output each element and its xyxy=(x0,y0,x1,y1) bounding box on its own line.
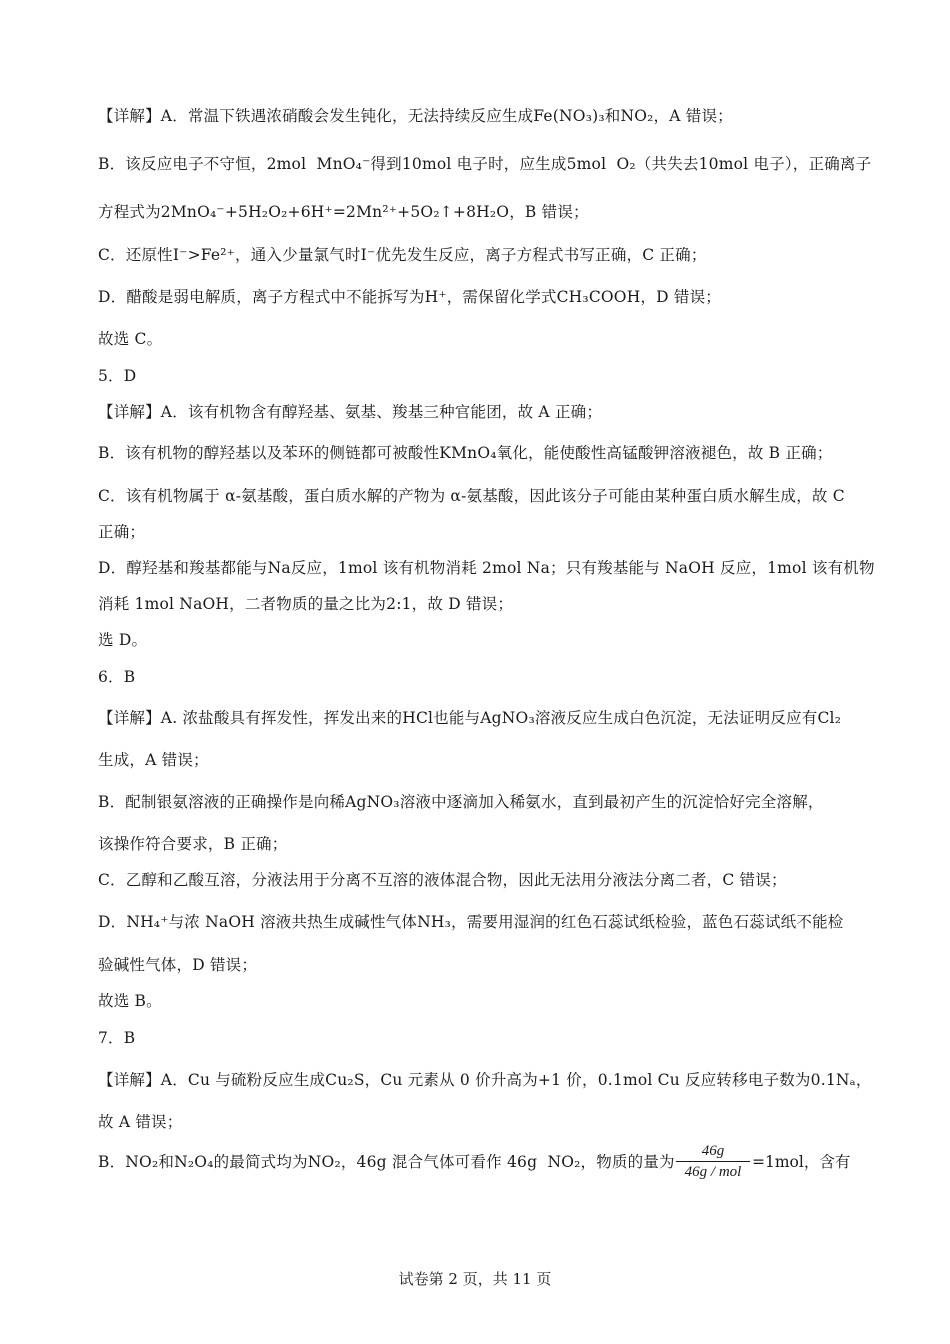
line-text: 5．D xyxy=(98,367,137,385)
line-text: B．NO₂和N₂O₄的最简式均为NO₂，46g 混合气体可看作 46g NO₂，物质的量为 xyxy=(98,1153,675,1171)
text-line xyxy=(98,329,162,349)
fraction-tail-text: =1mol，含有 xyxy=(752,1153,851,1171)
line-text: 【详解】A．Cu 与硫粉反应生成Cu₂S，Cu 元素从 0 价升高为+1 价，0.1mol Cu 反应转移电子数为0.1Nₐ， xyxy=(98,1071,872,1089)
line-text: B．该反应电子不守恒，2mol MnO₄⁻得到10mol 电子时，应生成5mol O₂（共失去10mol 电子），正确离子 xyxy=(98,155,872,173)
question-number xyxy=(98,667,135,687)
line-text: 消耗 1mol NaOH，二者物质的量之比为2:1，故 D 错误； xyxy=(98,595,514,613)
line-text: D．醋酸是弱电解质，离子方程式中不能拆写为H⁺，需保留化学式CH₃COOH，D 错误； xyxy=(98,288,721,306)
text-line xyxy=(98,486,845,506)
text-line xyxy=(98,792,824,812)
line-text: D．NH₄⁺与浓 NaOH 溶液共热生成碱性气体NH₃，需要用湿润的红色石蕊试纸检验，蓝色石蕊试纸不能检 xyxy=(98,913,844,931)
text-line xyxy=(98,154,871,174)
line-text: 该操作符合要求，B 正确； xyxy=(98,835,288,853)
text-line xyxy=(98,402,602,422)
line-text: 正确； xyxy=(98,523,146,541)
line-text: 选 D。 xyxy=(98,631,148,649)
line-text: 故选 C。 xyxy=(98,330,163,348)
fraction-bar xyxy=(676,1161,750,1162)
text-line xyxy=(98,245,707,265)
line-text: D．醇羟基和羧基都能与Na反应，1mol 该有机物消耗 2mol Na；只有羧基能与 NaOH 反应，1mol 该有机物 xyxy=(98,559,875,577)
line-text: B．配制银氨溶液的正确操作是向稀AgNO₃溶液中逐滴加入稀氨水，直到最初产生的沉淀恰好完全溶解， xyxy=(98,793,824,811)
line-text: 【详解】A．常温下铁遇浓硝酸会发生钝化，无法持续反应生成Fe(NO₃)₃和NO₂，A 错误； xyxy=(98,107,733,125)
question-number xyxy=(98,366,136,386)
text-line xyxy=(98,558,875,578)
line-text: B．该有机物的醇羟基以及苯环的侧链都可被酸性KMnO₄氧化，能使酸性高锰酸钾溶液褪色，故 B 正确； xyxy=(98,444,833,462)
text-line xyxy=(98,912,843,932)
line-text: C．乙醇和乙酸互溶，分液法用于分离不互溶的液体混合物，因此无法用分液法分离二者，C 错误； xyxy=(98,871,787,889)
text-line xyxy=(98,106,733,126)
line-text: 验碱性气体，D 错误； xyxy=(98,956,258,974)
page-footer: 试卷第 2 页，共 11 页 xyxy=(398,1270,552,1288)
text-line xyxy=(98,287,721,307)
text-line xyxy=(98,870,787,890)
fraction-numerator: 46g xyxy=(701,1143,725,1159)
text-line xyxy=(98,834,287,854)
text-line xyxy=(98,708,841,728)
question-number xyxy=(98,1028,135,1048)
line-text: 故 A 错误； xyxy=(98,1113,183,1131)
text-line xyxy=(98,443,833,463)
line-text: 6．B xyxy=(98,668,136,686)
text-line xyxy=(98,202,589,222)
text-line xyxy=(98,1152,675,1172)
line-text: 7．B xyxy=(98,1029,136,1047)
fraction-denominator: 46g / mol xyxy=(684,1164,742,1180)
text-line xyxy=(98,991,162,1011)
line-text: C．该有机物属于 α-氨基酸，蛋白质水解的产物为 α-氨基酸，因此该分子可能由某种蛋白质水解生成，故 C xyxy=(98,487,845,505)
text-line xyxy=(98,594,513,614)
fraction-formula xyxy=(676,1142,750,1181)
text-line xyxy=(98,955,257,975)
text-line xyxy=(98,750,209,770)
line-text: C．还原性I⁻>Fe²⁺，通入少量氯气时I⁻优先发生反应，离子方程式书写正确，C 正确； xyxy=(98,246,707,264)
line-text: 【详解】A．该有机物含有醇羟基、氨基、羧基三种官能团，故 A 正确； xyxy=(98,403,603,421)
text-line xyxy=(98,1112,182,1132)
text-line xyxy=(98,1070,872,1090)
line-text: 方程式为2MnO₄⁻+5H₂O₂+6H⁺=2Mn²⁺+5O₂↑+8H₂O，B 错误； xyxy=(98,203,589,221)
line-text: 【详解】A. 浓盐酸具有挥发性，挥发出来的HCl也能与AgNO₃溶液反应生成白色沉淀，无法证明反应有Cl₂ xyxy=(98,709,842,727)
text-line xyxy=(98,522,145,542)
line-text: 故选 B。 xyxy=(98,992,162,1010)
text-line xyxy=(98,630,147,650)
line-text: 生成，A 错误； xyxy=(98,751,209,769)
